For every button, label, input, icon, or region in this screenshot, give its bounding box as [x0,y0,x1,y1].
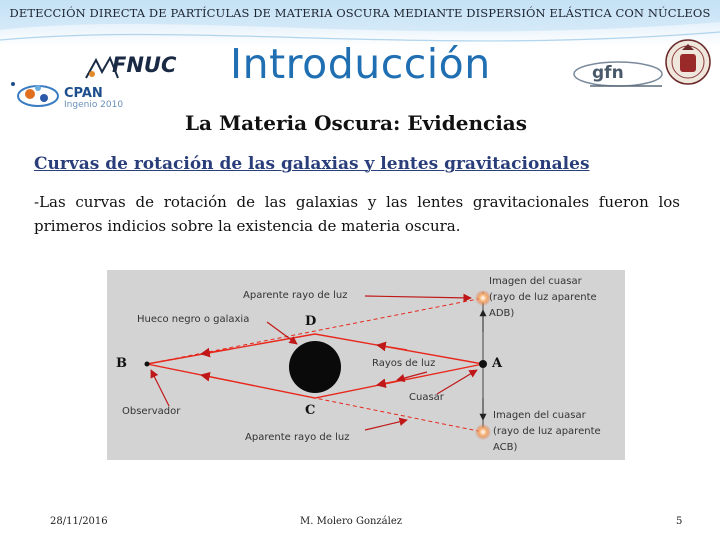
section-heading: Curvas de rotación de las galaxias y lentes gravitacionales [34,154,590,174]
cpan-logo-subtext: Ingenio 2010 [64,100,124,110]
footer-date: 28/11/2016 [50,516,108,527]
annot-arrow-observador [151,370,169,406]
point-label-a: A [492,356,503,371]
cpan-logo-text: CPAN [64,86,103,101]
label-imagen-top-3: ADB) [489,308,515,319]
header-title: DETECCIÓN DIRECTA DE PARTÍCULAS DE MATERIA OSCURA MEDIANTE DISPERSIÓN ELÁSTICA CON NÚCLEOS [9,6,711,20]
point-label-c: C [305,403,316,418]
gfn-logo-text: gfn [592,63,624,83]
ray-arrow-top [377,345,407,350]
quasar-point-icon [479,360,487,368]
point-label-d: D [305,314,317,329]
label-cuasar: Cuasar [409,392,444,403]
label-imagen-bot-3: ACB) [493,442,518,453]
label-observador: Observador [122,406,181,417]
label-rayos: Rayos de luz [372,358,436,369]
label-imagen-top-2: (rayo de luz aparente [489,292,597,303]
label-imagen-bot-1: Imagen del cuasar [493,410,586,421]
observer-point-icon [145,362,150,367]
slide-title: Introducción [230,40,491,88]
label-imagen-top-1: Imagen del cuasar [489,276,582,287]
annot-arrow-aparente-bottom [365,420,407,430]
footer-page-number: 5 [676,516,683,527]
fnuc-logo-text: FNUC [112,53,177,77]
point-label-b: B [116,356,127,371]
bullet-dot [11,82,15,86]
ray-arrow-left-top [201,349,231,354]
gravitational-lens-diagram [107,270,625,460]
label-hueco: Hueco negro o galaxia [137,314,250,325]
ray-arrow-left-bottom [201,375,231,381]
annot-arrow-hueco [267,322,297,344]
cpan-logo-icon [16,78,62,114]
ray-arrow-bottom [377,379,407,385]
quasar-image-bottom-icon [475,424,491,440]
label-aparente-bottom: Aparente rayo de luz [245,432,350,443]
annot-arrow-cuasar [437,370,477,394]
body-paragraph: -Las curvas de rotación de las galaxias y las lentes gravitacionales fueron los primeros indicios sobre la existencia de materia oscura. [34,193,680,235]
slide-subtitle: La Materia Oscura: Evidencias [184,111,528,135]
black-hole-icon [289,341,341,393]
annot-arrow-aparente-top [365,296,471,298]
university-seal-icon [664,36,712,88]
label-aparente-top: Aparente rayo de luz [243,290,348,301]
footer-author: M. Molero González [300,516,403,527]
label-imagen-bot-2: (rayo de luz aparente [493,426,601,437]
